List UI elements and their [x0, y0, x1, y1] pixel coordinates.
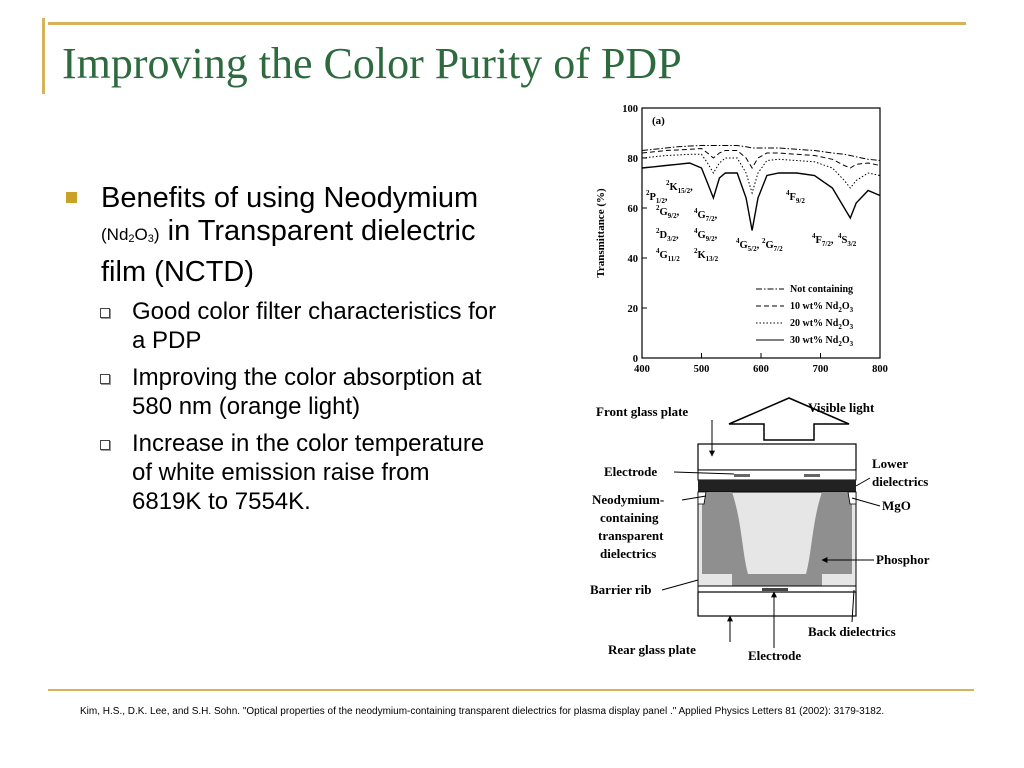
y-tick-label: 100 — [622, 104, 638, 115]
y-tick-label: 80 — [627, 154, 638, 165]
phosphor-bottom — [732, 574, 822, 586]
front-glass-label: Front glass plate — [596, 404, 689, 419]
transition-label: $^4G_{9/2}$, — [694, 227, 718, 243]
x-tick-label: 500 — [693, 364, 710, 375]
sub-bullet — [100, 363, 502, 421]
y-axis-label: Transmittance (%) — [595, 188, 607, 278]
transition-label: $^2G_{9/2}$, — [656, 204, 680, 220]
sub-bullet-text: Increase in the color temperature of white emission raise from 6819K to 7554K. — [132, 430, 485, 515]
electrode-bar — [804, 474, 820, 477]
pdp-cell-diagram — [582, 392, 954, 670]
electrode-top-label: Electrode — [604, 464, 658, 479]
transition-label: $^2G_{7/2}$ — [762, 237, 783, 253]
electrode-layer — [698, 470, 856, 480]
panel-label: (a) — [652, 115, 665, 127]
transition-label: $^2D_{3/2}$, — [656, 227, 679, 243]
legend-entry: 10 wt% $Nd_2O_3$ — [790, 301, 854, 314]
x-tick-label: 400 — [634, 364, 650, 375]
neodymium-label-4: dielectrics — [600, 546, 657, 561]
visible-light-label: Visible light — [808, 400, 875, 415]
legend-entry: Not containing — [790, 284, 854, 295]
neodymium-label-1: Neodymium- — [592, 492, 665, 507]
x-tick-label: 600 — [753, 364, 769, 375]
transition-label: $^2P_{1/2}$, — [646, 189, 668, 205]
transition-label: $^4G_{5/2}$, — [736, 237, 760, 253]
slide-title: Improving the Color Purity of PDP — [62, 39, 682, 88]
rear-glass-plate — [698, 592, 856, 616]
legend-entry: 30 wt% $Nd_2O_3$ — [790, 335, 854, 348]
lower-dielectrics-leader — [856, 478, 870, 486]
y-tick-label: 60 — [627, 204, 638, 215]
front-glass-plate — [698, 444, 856, 470]
bullet-list — [62, 182, 502, 516]
sub-bullet-text: Improving the color absorption at 580 nm (orange light) — [132, 364, 482, 420]
hollow-square-bullet-icon — [100, 374, 110, 384]
transition-label: $^4G_{11/2}$ — [656, 247, 680, 263]
back-dielectrics-label: Back dielectrics — [808, 624, 896, 639]
transition-label: $^4F_{9/2}$ — [786, 189, 805, 205]
y-tick-label: 40 — [627, 254, 638, 265]
top-rule — [48, 22, 966, 25]
rear-glass-label: Rear glass plate — [608, 642, 696, 657]
square-bullet-icon — [66, 192, 77, 203]
transition-label: $^4F_{7/2}$, — [812, 232, 834, 248]
neodymium-label-3: transparent — [598, 528, 664, 543]
citation-footnote: Kim, H.S., D.K. Lee, and S.H. Sohn. "Optical properties of the neodymium-containing transparent dielectrics for plasma display panel ." Applied Physics Letters 81 (2002): 3179-3182. — [80, 706, 885, 717]
lower-dielectric-layer — [698, 480, 856, 492]
mgo-label: MgO — [882, 498, 911, 513]
hollow-square-bullet-icon — [100, 440, 110, 450]
bottom-rule — [48, 689, 974, 691]
legend-entry: 20 wt% $Nd_2O_3$ — [790, 318, 854, 331]
y-tick-label: 0 — [632, 354, 638, 365]
bottom-electrode-bar — [762, 588, 788, 591]
hollow-square-bullet-icon — [100, 308, 110, 318]
x-tick-label: 700 — [812, 364, 829, 375]
transmittance-chart — [590, 98, 908, 386]
transition-label: $^2K_{15/2}$, — [666, 179, 693, 195]
lower-dielectrics-label-1: Lower — [872, 456, 909, 471]
main-bullet — [62, 182, 502, 289]
formula: $(Nd_2O_3)$ — [101, 225, 160, 245]
left-rule — [42, 18, 45, 94]
x-tick-label: 800 — [872, 364, 888, 375]
neodymium-label-2: containing — [600, 510, 659, 525]
main-bullet-text: Benefits of using Neodymium $(Nd_2O_3)$ in Transparent dielectric film (NCTD) — [101, 182, 479, 288]
sub-bullet-text: Good color filter characteristics for a PDP — [132, 298, 497, 354]
sub-bullet — [100, 429, 502, 516]
transition-label: $^2K_{13/2}$ — [694, 247, 719, 263]
lower-dielectrics-label-2: dielectrics — [872, 474, 929, 489]
electrode-bar — [734, 474, 750, 477]
transition-label: $^4G_{7/2}$, — [694, 207, 718, 223]
phosphor-label: Phosphor — [876, 552, 930, 567]
y-tick-label: 20 — [627, 304, 638, 315]
electrode-bottom-label: Electrode — [748, 648, 802, 663]
sub-bullet — [100, 297, 502, 355]
barrier-rib-label: Barrier rib — [590, 582, 652, 597]
transition-label: $^4S_{3/2}$ — [838, 232, 857, 248]
barrier-rib-leader — [662, 580, 698, 590]
